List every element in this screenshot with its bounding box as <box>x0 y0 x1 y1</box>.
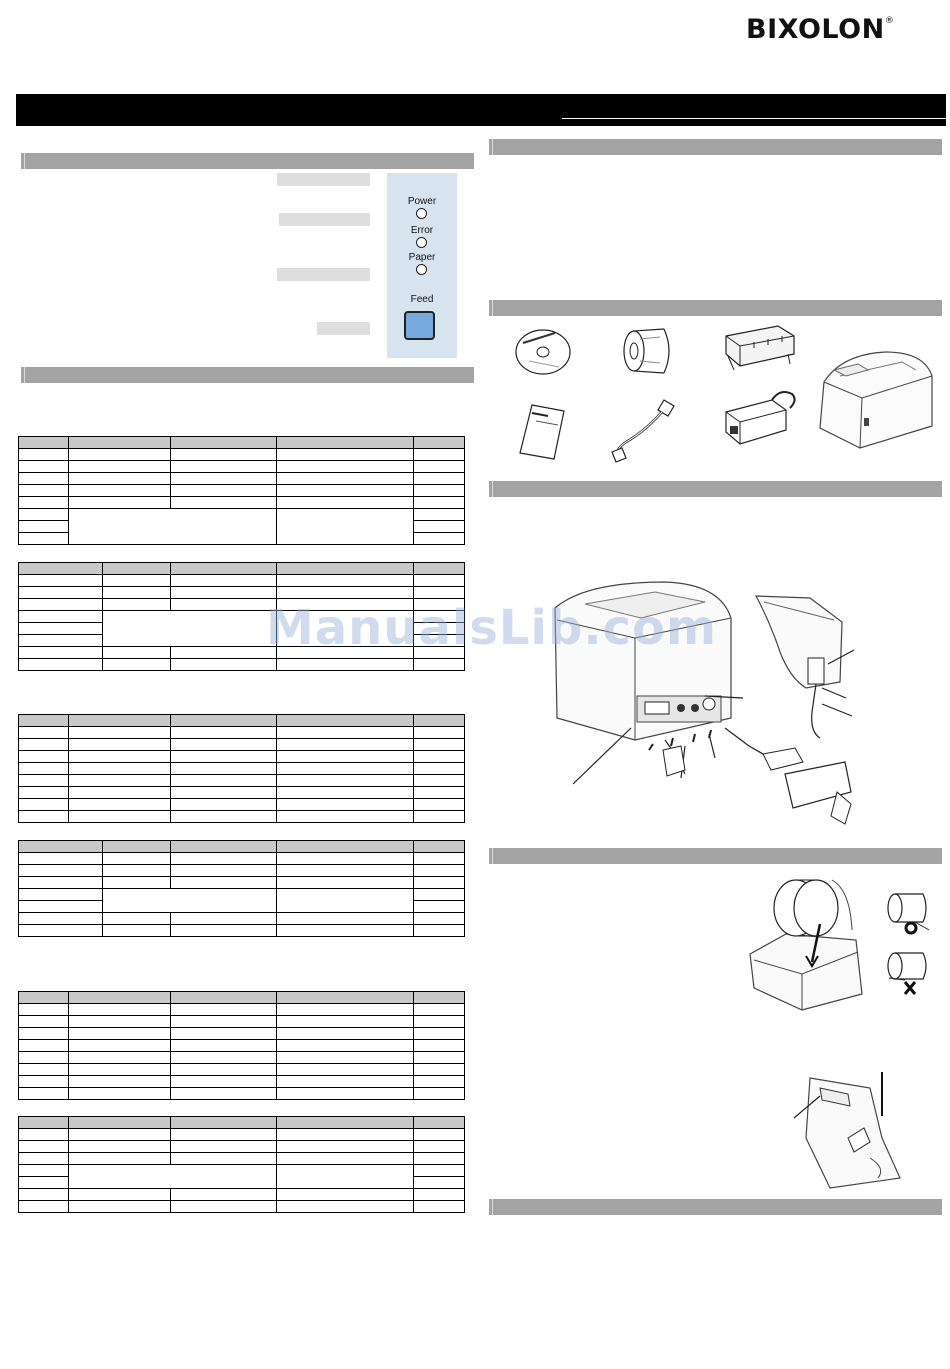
cable-hook-detail <box>750 592 860 742</box>
label-placeholder-feed <box>317 322 370 335</box>
title-bar-rule <box>562 118 946 119</box>
power-led-icon <box>416 208 427 219</box>
section-bar-dip-switch <box>18 367 474 383</box>
dip-table-2a <box>18 714 465 823</box>
paper-loading-diagram <box>746 870 866 1012</box>
section-bar-connecting-cables <box>486 481 942 497</box>
section-bar-control-panel <box>18 153 474 169</box>
feed-button[interactable] <box>404 311 435 340</box>
power-led-label: Power <box>407 196 437 207</box>
watermark: ManualsLib.com <box>266 600 717 656</box>
brand-logo: BIXOLON® <box>746 14 895 45</box>
paper-led-icon <box>416 264 427 275</box>
label-placeholder-power <box>277 173 370 186</box>
dip-table-3b <box>18 1116 465 1213</box>
paper-cover-detail <box>790 1068 920 1192</box>
feed-button-label: Feed <box>410 294 434 305</box>
paper-led-label: Paper <box>408 252 436 263</box>
section-bar-installing-paper <box>486 848 942 864</box>
incorrect-roll-orientation-icon <box>885 950 933 996</box>
cd-rom-icon <box>515 325 575 380</box>
control-panel <box>387 173 457 358</box>
label-placeholder-error <box>279 213 370 226</box>
section-bar-self-test <box>486 1199 942 1215</box>
error-led-icon <box>416 237 427 248</box>
label-placeholder-paper <box>277 268 370 281</box>
error-led-label: Error <box>410 225 434 236</box>
dip-table-1a <box>18 436 465 545</box>
title-bar <box>16 94 946 126</box>
section-bar-package-contents <box>486 300 942 316</box>
wall-mount-bracket-icon <box>718 318 798 374</box>
section-bar-introduction <box>486 139 942 155</box>
user-manual-icon <box>518 403 568 461</box>
printer-icon <box>812 346 938 450</box>
power-cord-icon <box>604 392 684 464</box>
correct-roll-orientation-icon <box>885 890 933 934</box>
dip-table-3a <box>18 991 465 1100</box>
paper-roll-icon <box>620 325 680 380</box>
power-adapter-icon <box>720 386 800 448</box>
dip-table-2b <box>18 840 465 937</box>
